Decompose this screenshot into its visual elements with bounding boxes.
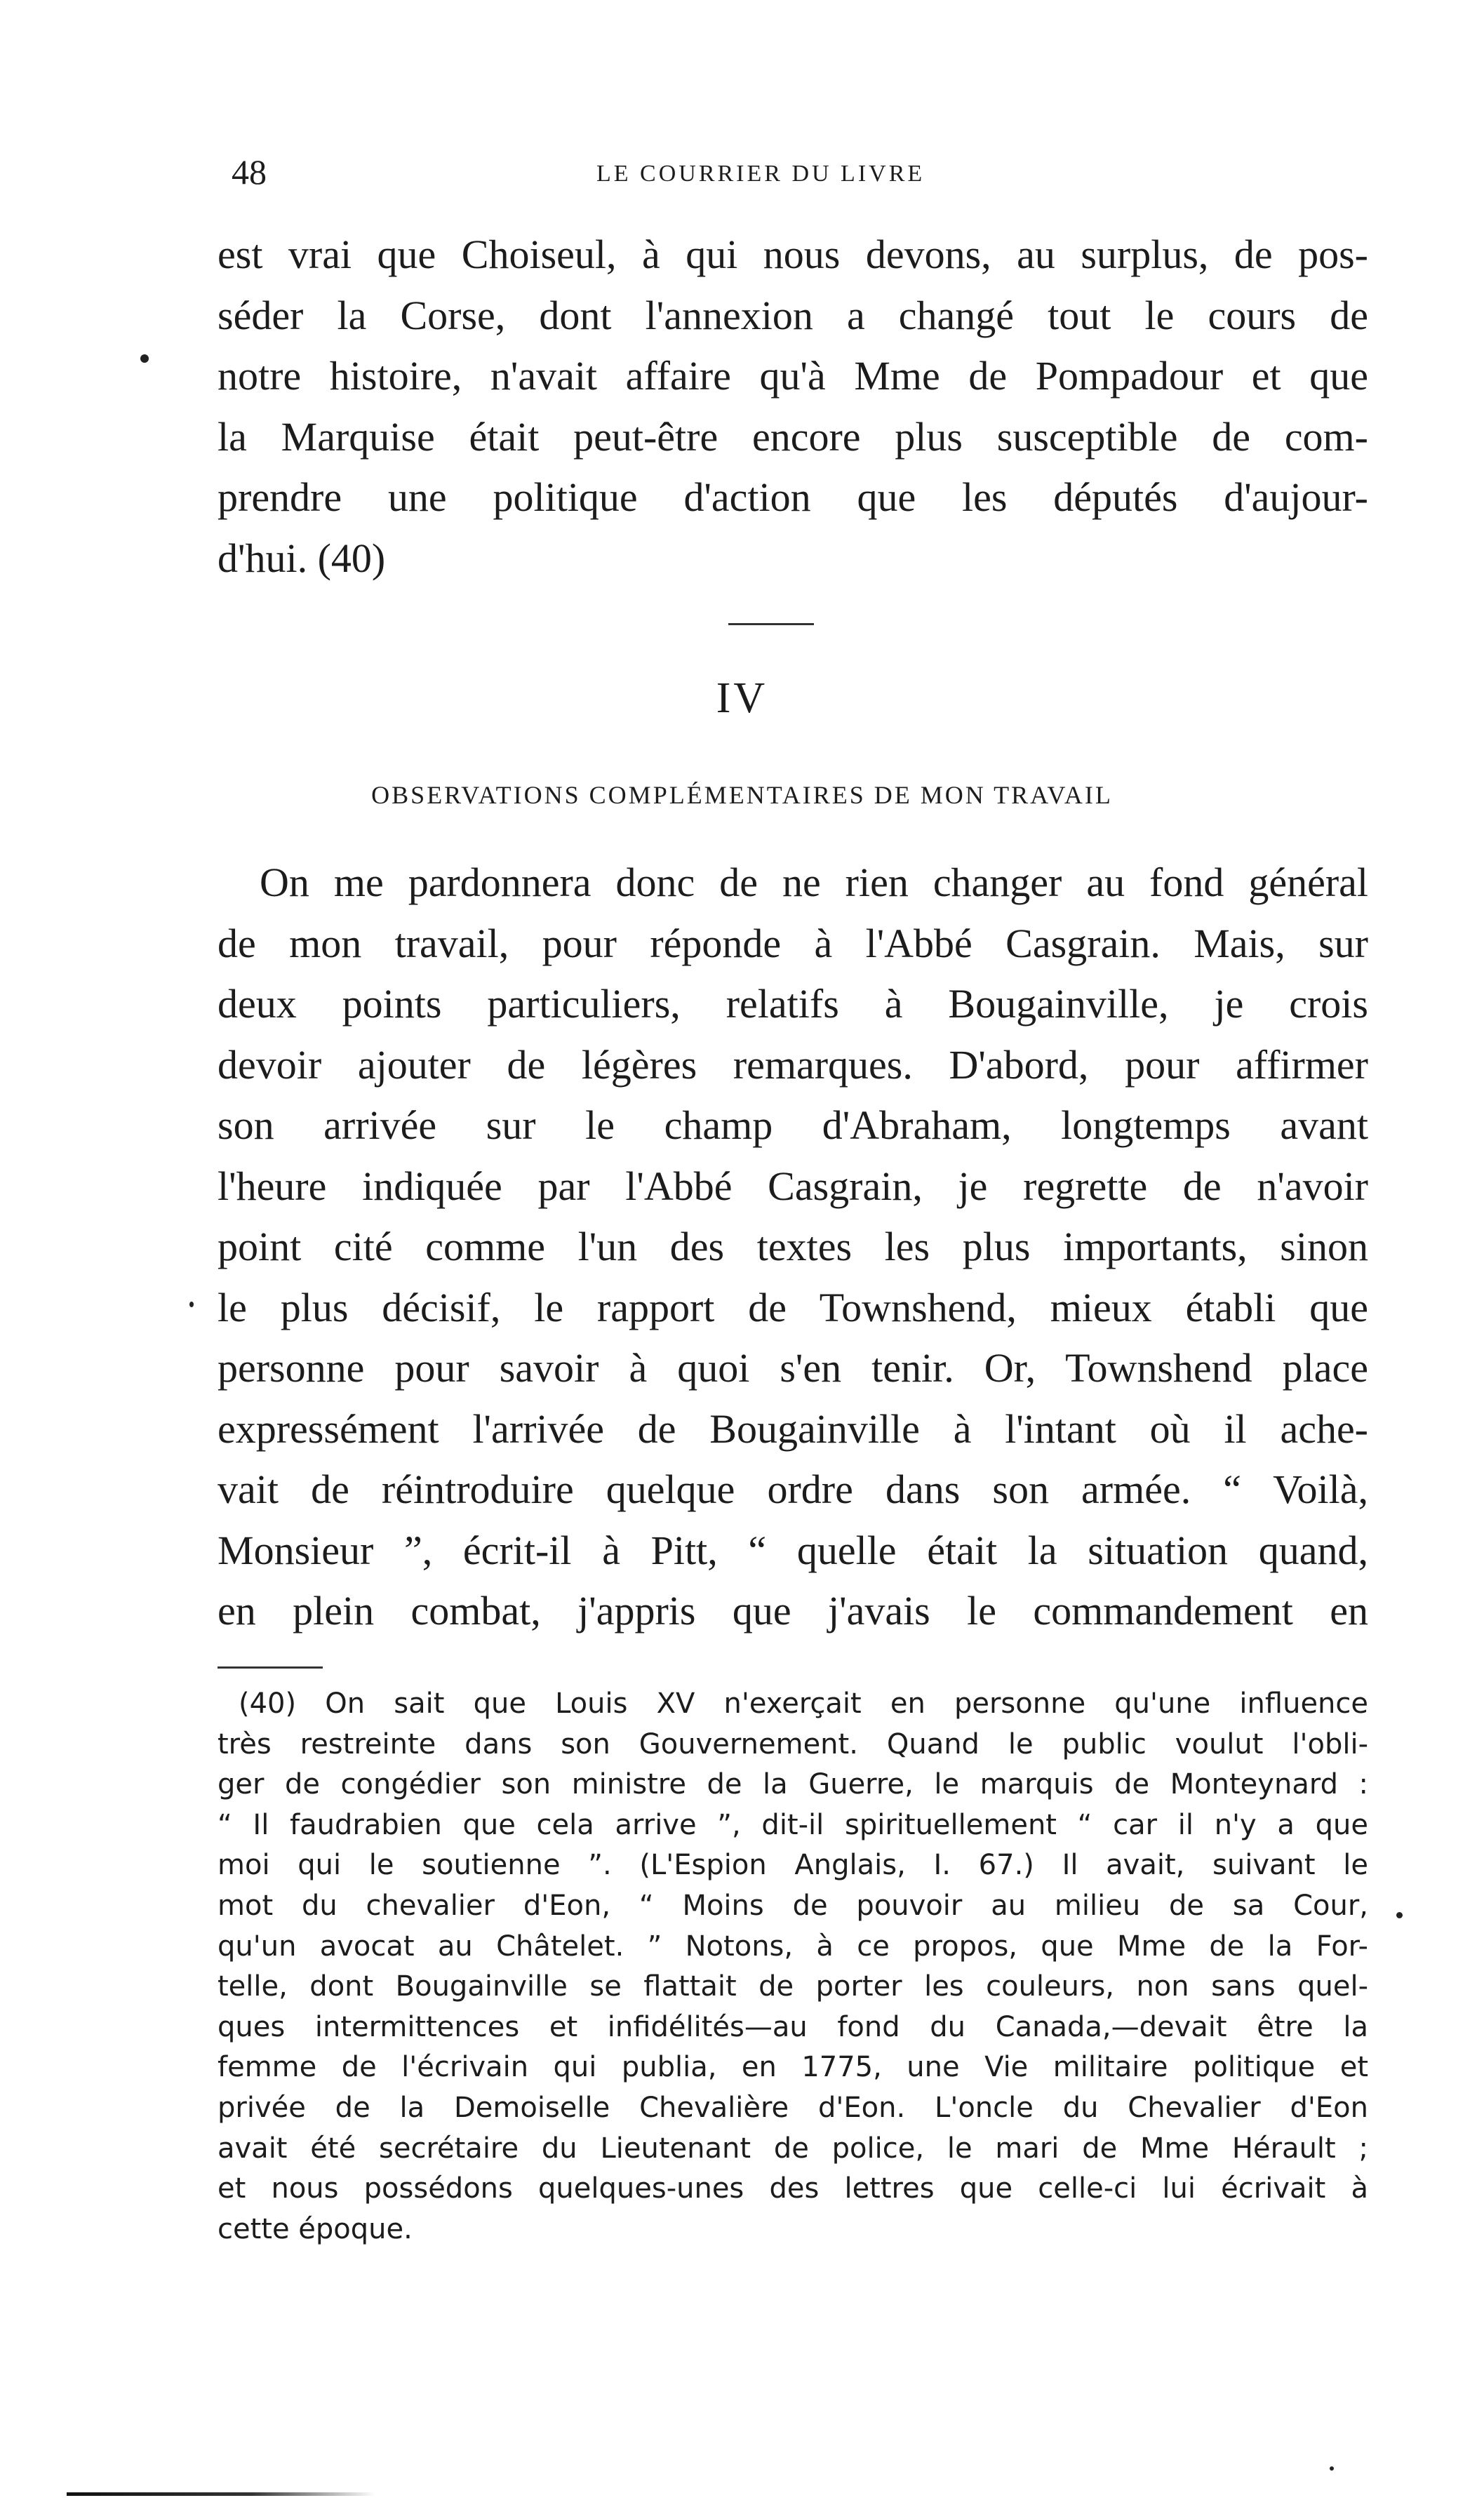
- scan-speck: [189, 1302, 194, 1307]
- paragraph-2: [218, 853, 1368, 1642]
- text-line: personne pour savoir à quoi s'en tenir. Or, Townshend place: [218, 1345, 1368, 1391]
- scan-speck: [140, 354, 149, 363]
- paragraph-1: [218, 225, 1368, 589]
- text-line: Monsieur ”, écrit-il à Pitt, “ quelle était la situation quand,: [218, 1527, 1368, 1573]
- section-number: IV: [716, 674, 768, 722]
- footnote-line: cette époque.: [218, 2212, 413, 2245]
- footnote-line: ger de congédier son ministre de la Guerre, le marquis de Monteynard :: [218, 1768, 1368, 1801]
- footnote-line: avait été secrétaire du Lieutenant de police, le mari de Mme Hérault ;: [218, 2132, 1368, 2165]
- footnote-rule: [218, 1666, 323, 1669]
- text-line: notre histoire, n'avait affaire qu'à Mme de Pompadour et que: [218, 353, 1368, 399]
- footnote-line: privée de la Demoiselle Chevalière d'Eon. L'oncle du Chevalier d'Eon: [218, 2091, 1368, 2124]
- text-line: l'heure indiquée par l'Abbé Casgrain, je regrette de n'avoir: [218, 1163, 1368, 1209]
- text-line: On me pardonnera donc de ne rien changer au fond général: [260, 860, 1368, 905]
- scan-smudge: [67, 2492, 375, 2496]
- scan-speck: [1330, 2466, 1334, 2471]
- text-line: séder la Corse, dont l'annexion a changé tout le cours de: [218, 292, 1368, 338]
- footnote-line: femme de l'écrivain qui publia, en 1775, une Vie militaire politique et: [218, 2051, 1368, 2084]
- text-line: devoir ajouter de légères remarques. D'abord, pour affirmer: [218, 1041, 1368, 1088]
- running-title: LE COURRIER DU LIVRE: [596, 161, 925, 187]
- text-line: est vrai que Choiseul, à qui nous devons, au surplus, de pos-: [218, 232, 1368, 277]
- text-line: prendre une politique d'action que les députés d'aujour-: [218, 474, 1368, 520]
- text-line: la Marquise était peut-être encore plus susceptible de com-: [218, 413, 1368, 460]
- text-line: d'hui. (40): [218, 535, 386, 581]
- text-line: point cité comme l'un des textes les plus importants, sinon: [218, 1224, 1368, 1269]
- page-number: 48: [232, 152, 267, 192]
- footnote-line: telle, dont Bougainville se flattait de porter les couleurs, non sans quel-: [218, 1970, 1368, 2003]
- footnote-line: très restreinte dans son Gouvernement. Quand le public voulut l'obli-: [218, 1728, 1368, 1760]
- text-line: deux points particuliers, relatifs à Bougainville, je crois: [218, 981, 1368, 1027]
- footnote-line: moi qui le soutienne ”. (L'Espion Anglais, I. 67.) Il avait, suivant le: [218, 1849, 1368, 1882]
- text-line: le plus décisif, le rapport de Townshend, mieux établi que: [218, 1284, 1368, 1330]
- footnote-line: ques intermittences et infidélités—au fond du Canada,—devait être la: [218, 2010, 1368, 2043]
- text-line: vait de réintroduire quelque ordre dans son armée. “ Voilà,: [218, 1466, 1368, 1512]
- text-line: expressément l'arrivée de Bougainville à l'intant où il ache-: [218, 1405, 1368, 1452]
- section-separator-rule: [728, 623, 814, 625]
- text-line: son arrivée sur le champ d'Abraham, longtemps avant: [218, 1102, 1368, 1148]
- footnote-line: et nous possédons quelques-unes des lettres que celle-ci lui écrivait à: [218, 2172, 1368, 2205]
- text-line: de mon travail, pour réponde à l'Abbé Casgrain. Mais, sur: [218, 920, 1368, 966]
- footnote-line: “ Il faudrabien que cela arrive ”, dit-il spirituellement “ car il n'y a que: [218, 1808, 1368, 1841]
- footnote-40: [218, 1684, 1368, 2250]
- footnote-line: (40) On sait que Louis XV n'exerçait en personne qu'une influence: [239, 1688, 1368, 1720]
- footnote-line: mot du chevalier d'Eon, “ Moins de pouvoir au milieu de sa Cour,: [218, 1889, 1368, 1922]
- text-line: en plein combat, j'appris que j'avais le commandement en: [218, 1588, 1368, 1633]
- section-title: OBSERVATIONS COMPLÉMENTAIRES DE MON TRAVAIL: [371, 781, 1113, 809]
- scan-speck: [1396, 1912, 1403, 1918]
- running-head: [232, 151, 1372, 200]
- footnote-line: qu'un avocat au Châtelet. ” Notons, à ce propos, que Mme de la For-: [218, 1930, 1368, 1963]
